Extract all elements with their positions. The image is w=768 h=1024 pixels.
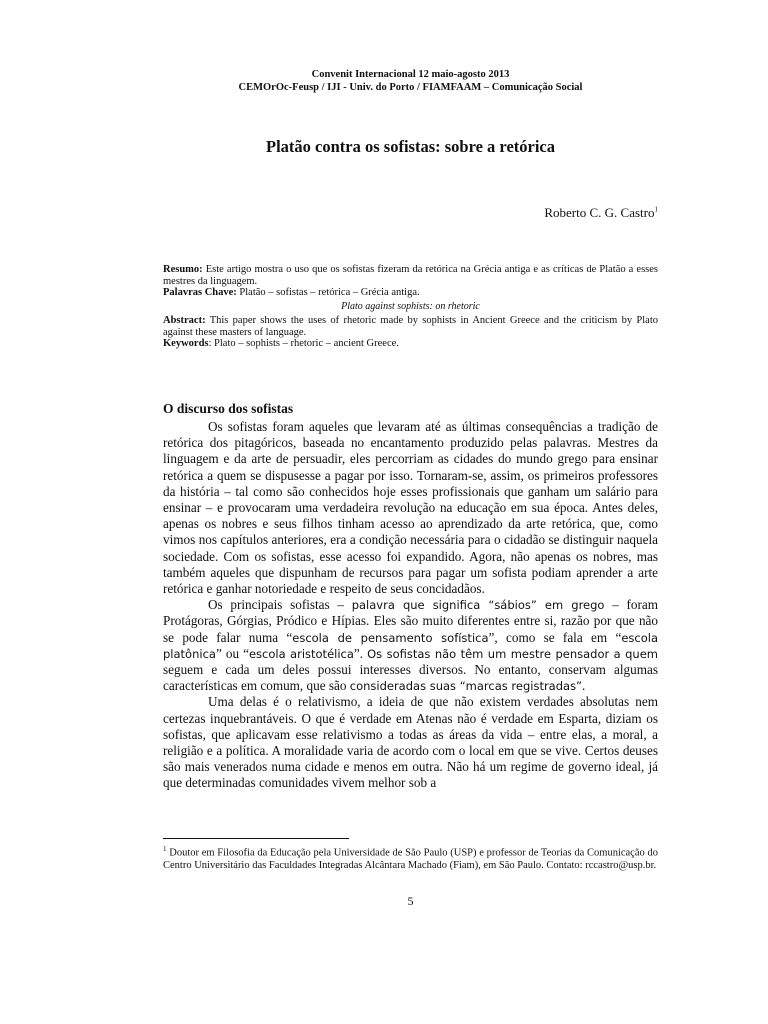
footnote-divider — [163, 838, 349, 839]
p2-part-a: Os principais sofistas – — [208, 597, 352, 613]
p2-part-g: ” ou “ — [215, 645, 249, 661]
footnote-text: Doutor em Filosofia da Educação pela Universidade de São Paulo (USP) e professor de Teorias da Comunicação do Centro Universitário das Faculdades Integradas Alcântara Machado (Fiam), em São Paulo. Contato: rccastro@usp.br. — [163, 847, 658, 871]
journal-header-line-1: Convenit Internacional 12 maio-agosto 2013 — [311, 69, 510, 80]
abstract-label: Abstract: — [163, 315, 206, 326]
keywords-label: Keywords — [163, 338, 209, 349]
keywords-paragraph — [163, 338, 658, 350]
author-line — [544, 205, 658, 221]
paragraph-3: Uma delas é o relativismo, a ideia de que não existem verdades absolutas nem certezas inquebrantáveis. O que é verdade em Atenas não é verdade em Esparta, diziam os sofistas, que aplicavam esse relativismo a todas as áreas da vida – entre elas, a moral, a religião e a política. A moralidade varia de acordo com o local em que se vive. Certos deuses são mais venerados numa cidade e menos em outra. Não há um regime de governo ideal, já que determinadas comunidades vivem melhor sob a — [163, 694, 658, 791]
article-title: Platão contra os sofistas: sobre a retórica — [266, 137, 555, 156]
paragraph-2 — [163, 597, 658, 694]
abstract-block — [163, 264, 658, 350]
p2-part-m: . — [582, 678, 586, 694]
english-title: Plato against sophists: on rhetoric — [341, 300, 480, 312]
resumo-paragraph — [163, 264, 658, 287]
abstract-paragraph — [163, 315, 658, 338]
footnote — [163, 843, 658, 873]
footnote-mark: 1 — [163, 845, 167, 853]
author-name: Roberto C. G. Castro — [544, 205, 655, 220]
palavras-chave-label: Palavras Chave: — [163, 287, 237, 298]
body-text — [163, 419, 658, 792]
p2-part-b: palavra que significa “sábios” em grego — [351, 598, 605, 613]
palavras-chave-paragraph — [163, 287, 658, 299]
p2-part-i: ”. — [353, 645, 368, 661]
journal-header — [163, 68, 658, 94]
journal-header-line-2: CEMOrOc-Feusp / IJI - Univ. do Porto / FIAMFAAM – Comunicação Social — [238, 82, 583, 93]
section-heading: O discurso dos sofistas — [163, 401, 294, 416]
abstract-text: This paper shows the uses of rhetoric made by sophists in Ancient Greece and the criticism by Plato against these masters of language. — [163, 315, 658, 338]
author-footnote-mark: 1 — [654, 205, 658, 214]
p2-part-f: escola platônica — [163, 630, 658, 661]
p2-part-d: escola de pensamento sofística — [292, 630, 489, 645]
keywords-text: : Plato – sophists – rhetoric – ancient Greece. — [208, 338, 399, 349]
p2-part-h: escola aristotélica — [248, 646, 354, 661]
page-number: 5 — [407, 894, 414, 908]
p2-part-k: seguem e cada um deles possui interesses diversos. No entanto, conservam algumas características em comum, que são — [163, 662, 658, 694]
resumo-label: Resumo: — [163, 264, 203, 275]
p2-part-c: – foram Protágoras, Górgias, Pródico e Hípias. Eles são muito diferentes entre si, razão por que não se pode falar numa “ — [163, 597, 658, 645]
palavras-chave-text: Platão – sofistas – retórica – Grécia antiga. — [236, 287, 420, 298]
resumo-text: Este artigo mostra o uso que os sofistas fizeram da retórica na Grécia antiga e as críticas de Platão a esses mestres da linguagem. — [163, 264, 658, 287]
paragraph-1: Os sofistas foram aqueles que levaram até as últimas consequências a tradição de retórica dos pitagóricos, baseada no encantamento produzido pelas palavras. Mestres da linguagem e da arte de persuadir, eles percorriam as cidades do mundo grego para ensinar retórica a quem se dispusesse a pagar por isso. Tornaram-se, assim, os primeiros professores da história – tal como são conhecidos hoje esses profissionais que ganham um salário para ensinar – e provocaram uma verdadeira revolução na educação em sua época. Antes deles, apenas os nobres e seus filhos tinham acesso ao aprendizado da arte retórica, que, como vimos nos capítulos anteriores, era a condição necessária para o cidadão se distinguir naquela sociedade. Com os sofistas, esse acesso foi expandido. Agora, não apenas os nobres, mas também aqueles que dispunham de recursos para pagar um sofista podiam aprender a arte retórica e ganhar notoriedade e respeito de seus concidadãos. — [163, 419, 658, 597]
p2-part-e: ”, como se fala em “ — [488, 629, 622, 645]
p2-part-j: Os sofistas não têm um mestre pensador a quem — [367, 646, 658, 661]
p2-part-l: consideradas suas “marcas registradas” — [349, 679, 583, 694]
